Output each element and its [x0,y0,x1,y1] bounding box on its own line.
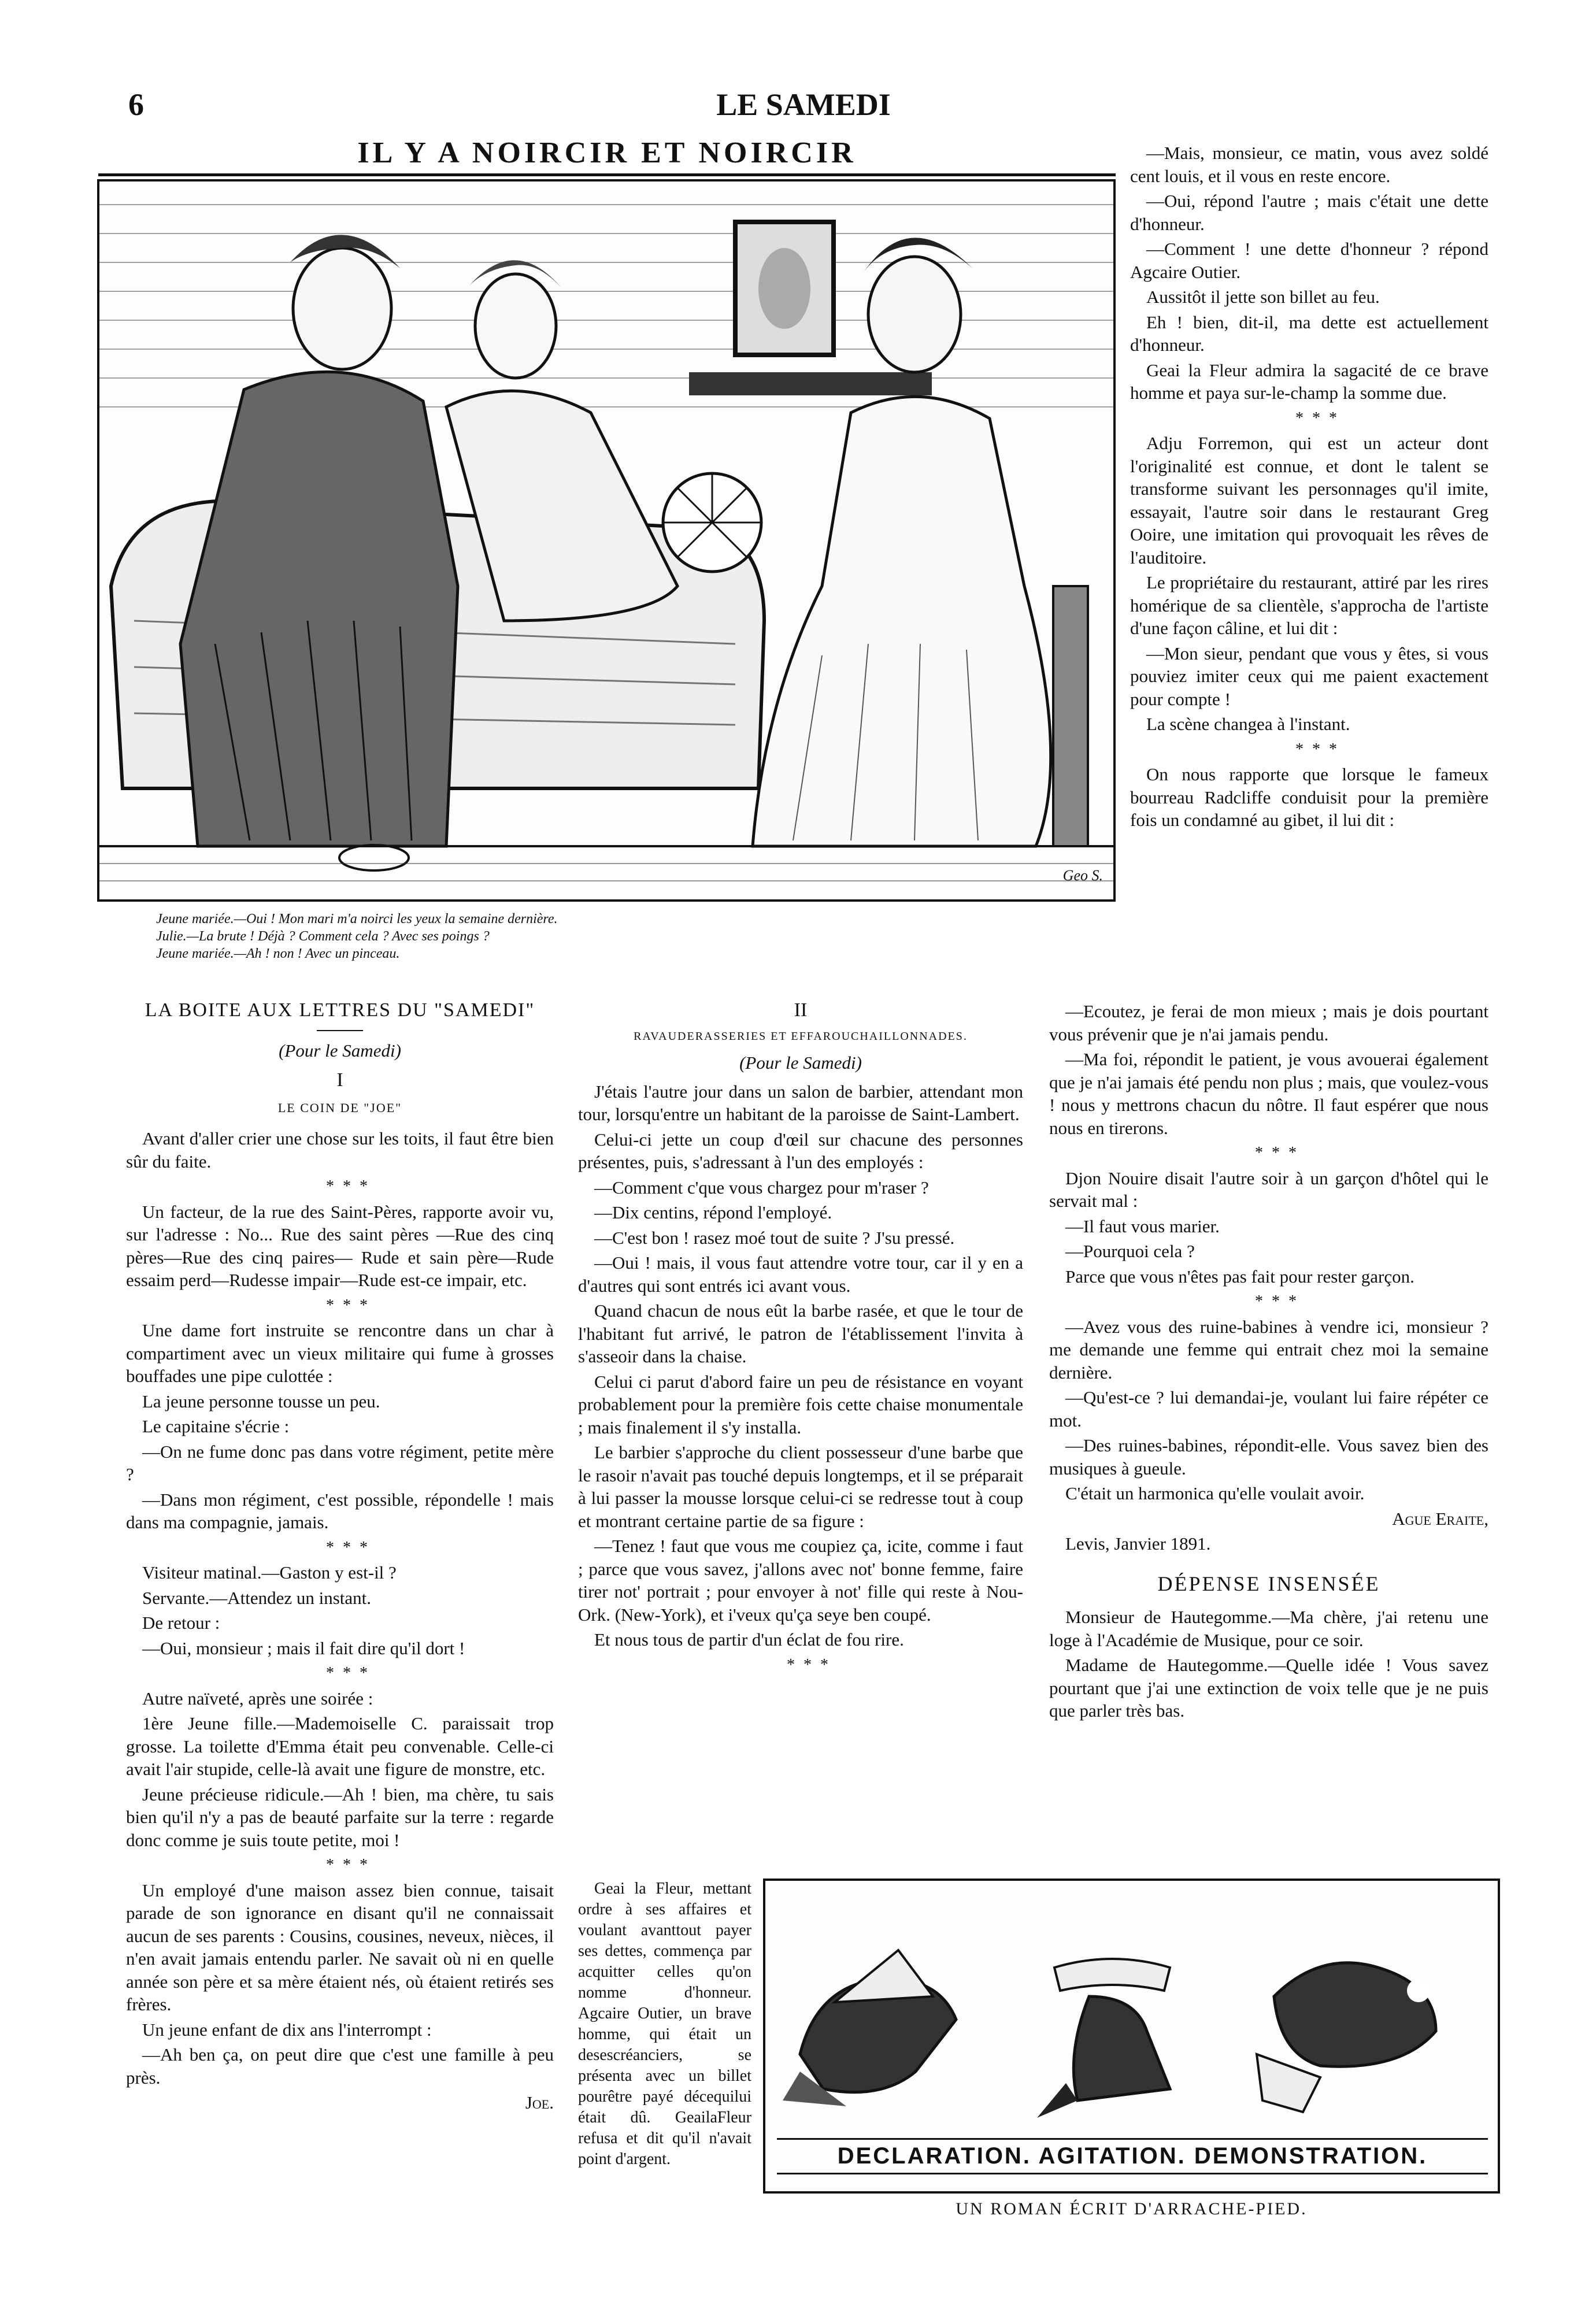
paragraph: —Mon sieur, pendant que vous y êtes, si vous pouviez imiter ceux qui me paient exactement pour compte ! [1130,643,1488,709]
paragraph: C'était un harmonica qu'elle voulait avoir. [1065,1483,1365,1503]
section-title: RAVAUDERASSERIES ET EFFAROUCHAILLONNADES. [634,1029,968,1043]
caption-line: Jeune mariée.—Oui ! Mon mari m'a noirci les yeux la semaine dernière. [156,912,558,927]
paragraph: Le capitaine s'écrie : [142,1416,290,1436]
asterism: * * * [326,1296,370,1314]
paragraph: Et nous tous de partir d'un éclat de fou rire. [594,1629,904,1650]
paragraph: —Tenez ! faut que vous me coupiez ça, icite, comme i faut ; parce que vous savez, j'allons avec not' bonne femme, faire tirer not' portrait ; pour envoyer à not' fille qui reste à Nou-Ork. (New-York), et i'veux qu'ça seye ben coupé. [578,1536,1023,1625]
column-right-top [1130,142,1488,834]
paragraph: —Mais, monsieur, ce matin, vous avez soldé cent louis, et il vous en reste encore. [1130,143,1488,186]
cartoon-caption: UN ROMAN ÉCRIT D'ARRACHE-PIED. [956,2199,1308,2218]
paragraph: —Des ruines-babines, répondit-elle. Vous savez bien des musiques à gueule. [1049,1435,1488,1479]
paragraph: Visiteur matinal.—Gaston y est-il ? [142,1562,397,1583]
column-middle [578,999,1023,1679]
paragraph: —Il faut vous marier. [1065,1216,1220,1236]
paragraph: —Ah ben ça, on peut dire que c'est une famille à peu près. [126,2044,554,2088]
paragraph: J'étais l'autre jour dans un salon de barbier, attendant mon tour, lorsqu'entre un habitant de la paroisse de Saint-Lambert. [578,1081,1023,1124]
paragraph: De retour : [142,1613,220,1633]
paragraph: Celui-ci jette un coup d'œil sur chacune des personnes présentes, puis, s'adressant à l'un des employés : [578,1129,1023,1172]
paragraph: —On ne fume donc pas dans votre régiment, petite mère ? [126,1441,554,1484]
asterism: * * * [1295,740,1339,758]
column-right-bottom [1049,1000,1488,1725]
paragraph: —Pourquoi cela ? [1065,1241,1195,1261]
paragraph: Monsieur de Hautegomme.—Ma chère, j'ai retenu une loge à l'Académie de Musique, pour ce soir. [1049,1607,1488,1650]
paragraph: Autre naïveté, après une soirée : [142,1688,373,1709]
paragraph: Adju Forremon, qui est un acteur dont l'originalité est connue, et dont le talent se transforme suivant les personnages qu'il imite, essayait, l'autre soir dans le restaurant Greg Ooire, une imitation qui provoquait les rêves de l'auditoire. [1130,433,1488,568]
boite-title: LA BOITE AUX LETTRES DU "SAMEDI" [145,999,535,1021]
paragraph: La scène changea à l'instant. [1146,714,1350,734]
asterism: * * * [326,1538,370,1557]
paragraph: Quand chacun de nous eût la barbe rasée, et que le tour de l'habitant fut arrivé, le patron de l'établissement l'invita à s'asseoir dans la chaise. [578,1301,1023,1366]
signature: Joe. [525,2092,554,2113]
asterism: * * * [1255,1144,1299,1162]
paragraph: Un employé d'une maison assez bien connue, taisait parade de son ignorance en disant qu'il ne connaissait aucun de ses parents : Cousins, cousines, neveux, nièces, il n'en avait jamais entendu parler. Ne savait où ni en quelle année son père et sa mère étaient nés, où étaient retirés ses frères. [126,1880,554,2014]
author-signature: Ague Eraite, [1392,1508,1488,1529]
paragraph: Un jeune enfant de dix ans l'interrompt : [142,2019,432,2040]
caption-line: Jeune mariée.—Ah ! non ! Avec un pinceau. [156,946,400,961]
paragraph: —Dans mon régiment, c'est possible, répondelle ! mais dans ma compagnie, jamais. [126,1489,554,1532]
page-number: 6 [128,87,144,122]
paragraph: —Oui, monsieur ; mais il fait dire qu'il dort ! [142,1637,465,1658]
asterism: * * * [326,1177,370,1195]
section-subtitle: (Pour le Samedi) [739,1053,862,1073]
asterism: * * * [1255,1292,1299,1310]
illustration-captions [156,910,1116,962]
paragraph: —Comment c'que vous chargez pour m'raser ? [594,1177,929,1198]
paragraph: Geai la Fleur admira la sagacité de ce brave homme et paya sur-le-champ la somme due. [1130,360,1488,403]
paragraph: Eh ! bien, dit-il, ma dette est actuellement d'honneur. [1130,312,1488,355]
depense-title: DÉPENSE INSENSÉE [1157,1572,1380,1595]
section-title: LE COIN DE "JOE" [277,1100,402,1115]
short-rule [317,1030,363,1031]
paragraph: —Dix centins, répond l'employé. [594,1202,832,1222]
cartoon-banner: DECLARATION. AGITATION. DEMONSTRATION. [777,2138,1488,2174]
salon-scene-drawing [99,181,1113,899]
boot-cartoon-drawing [765,1881,1498,2135]
paragraph: 1ère Jeune fille.—Mademoiselle C. paraissait trop grosse. La toilette d'Emma était peu convenable. Celle-ci avait l'air stupide, celle-là avait une figure de monstre, etc. [126,1713,554,1779]
section-numeral: II [794,999,808,1021]
paragraph: —Ecoutez, je ferai de mon mieux ; mais je dois pourtant vous prévenir que je n'ai jamais pendu. [1049,1001,1488,1044]
paragraph: Une dame fort instruite se rencontre dans un char à compartiment avec un vieux militaire qui fume à grosses bouffades une pipe culottée : [126,1320,554,1386]
title-rule [98,173,1116,176]
column-left [126,999,554,2117]
paragraph: Geai la Fleur, mettant ordre à ses affaires et voulant avanttout payer ses dettes, commença par acquitter celles qu'on nomme d'honneur. Agcaire Outier, un brave homme, qui était un desescréanciers, se présenta avec un billet pourêtre payé décequilui était dû. GeailaFleur refusa et dit qu'il n'avait point d'argent. [578,1880,751,2168]
illustration-frame [97,179,1116,902]
asterism: * * * [326,1664,370,1682]
paragraph: Le propriétaire du restaurant, attiré par les rires homérique de sa clientèle, s'approcha de l'artiste d'une façon câline, et lui dit : [1130,572,1488,638]
paragraph: Djon Nouire disait l'autre soir à un garçon d'hôtel qui le servait mal : [1049,1168,1488,1211]
paragraph: Jeune précieuse ridicule.—Ah ! bien, ma chère, tu sais bien qu'il n'y a pas de beauté parfaite sur la terre : regarde donc comme je suis toute petite, moi ! [126,1784,554,1850]
place-date: Levis, Janvier 1891. [1065,1533,1211,1554]
paragraph: Aussitôt il jette son billet au feu. [1146,287,1380,307]
paragraph: —C'est bon ! rasez moé tout de suite ? J'su pressé. [594,1227,955,1248]
paragraph: —Qu'est-ce ? lui demandai-je, voulant lui faire répéter ce mot. [1049,1387,1488,1431]
paragraph: La jeune personne tousse un peu. [142,1391,380,1411]
paragraph: Parce que vous n'êtes pas fait pour rester garçon. [1065,1266,1414,1287]
asterism: * * * [787,1655,831,1674]
masthead: LE SAMEDI [716,87,891,122]
boite-subtitle: (Pour le Samedi) [279,1040,401,1061]
paragraph: —Oui, répond l'autre ; mais c'était une dette d'honneur. [1130,191,1488,234]
section-numeral: I [336,1069,343,1091]
paragraph: Servante.—Attendez un instant. [142,1587,372,1608]
paragraph: On nous rapporte que lorsque le fameux bourreau Radcliffe conduisit pour la première fois un condamné au gibet, il lui dit : [1130,764,1488,830]
paragraph: Celui ci parut d'abord faire un peu de résistance en voyant probablement pour la première fois cette chaise monumentale ; mais finalement il s'y installa. [578,1371,1023,1437]
paragraph: —Comment ! une dette d'honneur ? répond Agcaire Outier. [1130,239,1488,282]
artist-signature: Geo S. [1062,867,1103,884]
paragraph: Le barbier s'approche du client possesseur d'une barbe que le rasoir n'avait pas touché depuis longtemps, et il se préparait à lui passer la mousse lorsque celui-ci se redresse tout à coup et montrant certaine partie de sa figure : [578,1442,1023,1531]
cartoon-frame [763,1879,1500,2194]
paragraph: —Ma foi, répondit le patient, je vous avouerai également que je n'ai jamais été pendu non plus ; mais, que voulez-vous ! nous y mettrons chacun du nôtre. Il faut espérer que nous nous en tirerons. [1049,1049,1488,1138]
paragraph: Madame de Hautegomme.—Quelle idée ! Vous savez pourtant que j'ai une extinction de voix telle que je ne puis que parler très bas. [1049,1655,1488,1721]
caption-line: Julie.—La brute ! Déjà ? Comment cela ? Avec ses poings ? [156,929,490,944]
illustration-title: IL Y A NOIRCIR ET NOIRCIR [357,136,857,169]
paragraph: Avant d'aller crier une chose sur les toits, il faut être bien sûr du faite. [126,1128,554,1172]
paragraph: —Oui ! mais, il vous faut attendre votre tour, car il y en a d'autres qui sont entrés ici avant vous. [578,1253,1023,1296]
asterism: * * * [326,1856,370,1874]
column-middle-narrow [578,1879,751,2172]
asterism: * * * [1295,409,1339,427]
paragraph: Un facteur, de la rue des Saint-Pères, rapporte avoir vu, sur l'adresse : No... Rue des saint pères —Rue des cinq pères—Rue des cinq paires— Rude et sain père—Rude essaim perd—Rudesse impair—Rude est-ce impair, etc. [126,1201,554,1290]
paragraph: —Avez vous des ruine-babines à vendre ici, monsieur ? me demande une femme qui entrait chez moi la semaine dernière. [1049,1316,1488,1383]
